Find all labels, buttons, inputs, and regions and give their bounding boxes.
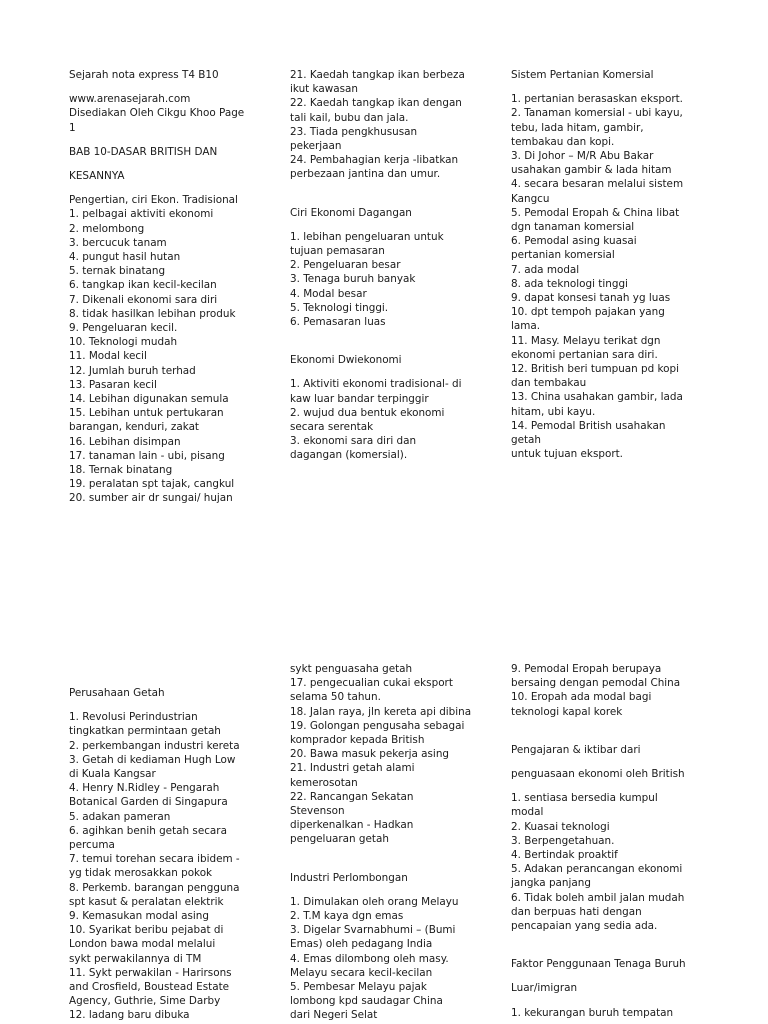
section-heading: Sistem Pertanian Komersial (511, 69, 654, 81)
page2-column-3 (511, 662, 707, 1020)
mining-industry-list-cont: 9. Pemodal Eropah berupaya bersaing dengan pemodal China 10. Eropah ada modal bagi teknologi kapal korek (511, 663, 681, 718)
foreign-labour-list: 1. kekurangan buruh tempatan (511, 1006, 674, 1019)
doc-header-title: Sejarah nota express T4 B10 (69, 69, 219, 81)
section-heading: Ciri Ekonomi Dagangan (290, 206, 412, 219)
lessons-list: 1. sentiasa bersedia kumpul modal 2. Kuasai teknologi 3. Berpengetahuan. 4. Bertindak proaktif 5. Adakan perancangan ekonomi jangka panjang 6. Tidak boleh ambil jalan mudah dan berpuas hati dengan pencapaian yang sedia ada. (511, 792, 685, 933)
page1-column-1 (69, 68, 265, 506)
section-heading: Faktor Penggunaan Tenaga Buruh (511, 958, 686, 971)
page1-column-3 (511, 68, 707, 461)
page2-column-1 (69, 686, 265, 1023)
section-heading: Pengajaran & iktibar dari (511, 743, 641, 756)
trade-economy-list: 1. lebihan pengeluaran untuk tujuan pemasaran 2. Pengeluaran besar 3. Tenaga buruh banyak 4. Modal besar 5. Teknologi tinggi. 6. Pemasaran luas (290, 230, 444, 329)
traditional-economy-list: Pengertian, ciri Ekon. Tradisional 1. pelbagai aktiviti ekonomi 2. melombong 3. bercucuk tanam 4. pungut hasil hutan 5. ternak binatang 6. tangkap ikan kecil-kecilan 7. Dikenali ekonomi sara diri 8. tidak hasilkan lebihan produk 9. Pengeluaran kecil. 10. Teknologi mudah 11. Modal kecil 12. Jumlah buruh terhad 13. Pasaran kecil 14. Lebihan digunakan semula 15. Lebihan untuk pertukaran barangan, kenduri, zakat 16. Lebihan disimpan 17. tanaman lain - ubi, pisang 18. Ternak binatang 19. peralatan spt tajak, cangkul 20. sumber air dr sungai/ hujan (69, 194, 238, 505)
commercial-agriculture-list: 1. pertanian berasaskan eksport. 2. Tanaman komersial - ubi kayu, tebu, lada hitam, gambir, tembakau dan kopi. 3. Di Johor – M/R Abu Bakar usahakan gambir & lada hitam 4. secara besaran melalui sistem Kangcu 5. Pemodal Eropah & China libat dgn tanaman komersial 6. Pemodal asing kuasai pertanian komersial 7. ada modal 8. ada teknologi tinggi 9. dapat konsesi tanah yg luas 10. dpt tempoh pajakan yang lama. 11. Masy. Melayu terikat dgn ekonomi pertanian sara diri. 12. British beri tumpuan pd kopi dan tembakau 13. China usahakan gambir, lada hitam, ubi kayu. 14. Pemodal British usahakan getah untuk tujuan eksport. (511, 93, 684, 461)
rubber-industry-list: 1. Revolusi Perindustrian tingkatkan permintaan getah 2. perkembangan industri kereta 3. Getah di kediaman Hugh Low di Kuala Kangsar 4. Henry N.Ridley - Pengarah Botanical Garden di Singapura 5. adakan pameran 6. agihkan benih getah secara percuma 7. temui torehan secara ibidem - yg tidak merosakkan pokok 8. Perkemb. barangan pengguna spt kasut & peralatan elektrik 9. Kemasukan modal asing 10. Syarikat beribu pejabat di London bawa modal melalui sykt perwakilannya di TM 11. Sykt perwakilan - Harirsons and Crosfield, Boustead Estate Agency, Guthrie, Sime Darby 12. ladang baru dibuka (69, 711, 240, 1022)
doc-header-source: www.arenasejarah.com Disediakan Oleh Cikgu Khoo Page 1 (69, 93, 245, 134)
section-heading: Industri Perlombongan (290, 871, 408, 884)
mining-industry-list: 1. Dimulakan oleh orang Melayu 2. T.M kaya dgn emas 3. Digelar Svarnabhumi – (Bumi Emas) oleh pedagang India 4. Emas dilombong oleh masy. Melayu secara kecil-kecilan 5. Pembesar Melayu pajak lombong kpd saudagar China dari Negeri Selat (290, 895, 459, 1022)
section-heading: Ekonomi Dwiekonomi (290, 354, 402, 367)
rubber-industry-list-cont: sykt penguasaha getah 17. pengecualian cukai eksport selama 50 tahun. 18. Jalan raya, jln kereta api dibina 19. Golongan pengusaha sebagai komprador kepada British 20. Bawa masuk pekerja asing 21. Industri getah alami kemerosotan 22. Rancangan Sekatan Stevenson diperkenalkan - Hadkan pengeluaran getah (290, 663, 472, 846)
page2-column-2 (290, 662, 486, 1023)
section-heading-cont: Luar/imigran (511, 982, 578, 995)
page1-column-2 (290, 68, 486, 463)
dual-economy-list: 1. Aktiviti ekonomi tradisional- di kaw luar bandar terpinggir 2. wujud dua bentuk ekonomi secara serentak 3. ekonomi sara diri dan dagangan (komersial). (290, 378, 462, 462)
chapter-title-cont: KESANNYA (69, 170, 125, 183)
chapter-title: BAB 10-DASAR BRITISH DAN (69, 145, 218, 158)
section-heading: Perusahaan Getah (69, 687, 165, 699)
section-heading-cont: penguasaan ekonomi oleh British (511, 768, 685, 781)
traditional-economy-list-cont: 21. Kaedah tangkap ikan berbeza ikut kawasan 22. Kaedah tangkap ikan dengan tali kail, bubu dan jala. 23. Tiada pengkhususan pekerjaan 24. Pembahagian kerja -libatkan perbezaan jantina dan umur. (290, 69, 465, 181)
